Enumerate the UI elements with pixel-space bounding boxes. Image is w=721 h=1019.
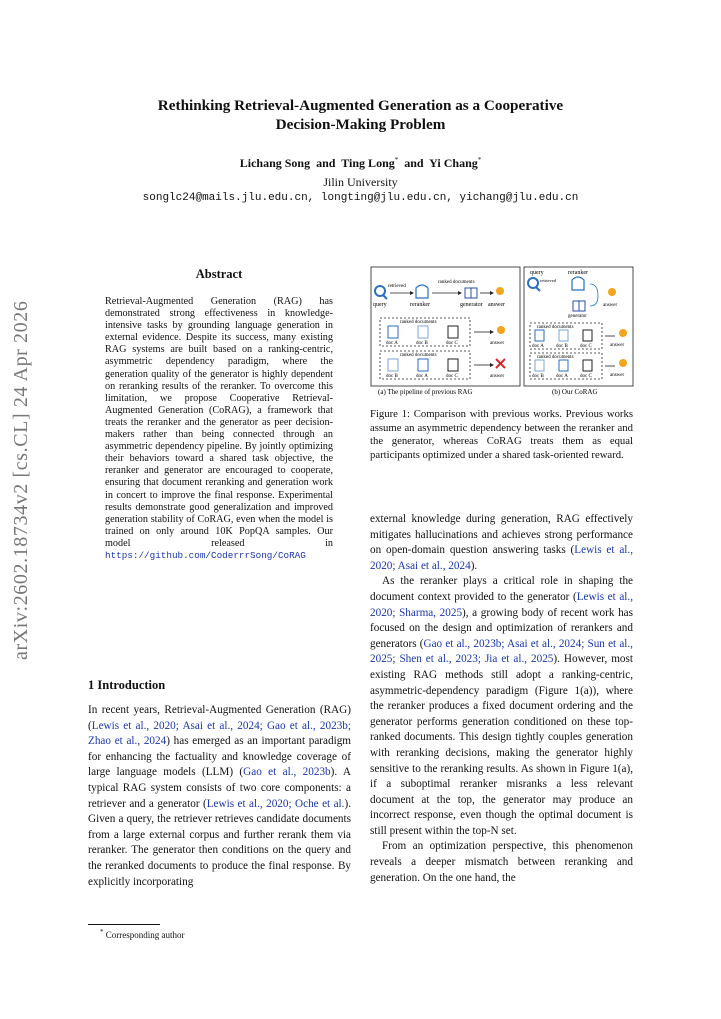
doc-b-label: doc B — [556, 344, 568, 349]
intro-paragraph — [88, 703, 351, 890]
doc-a-label: doc A — [532, 344, 544, 349]
doc-icon — [388, 326, 398, 338]
bulb-icon — [619, 329, 627, 337]
abstract-text: Retrieval-Augmented Generation (RAG) has demonstrated strong effectiveness in knowledge-intensive tasks by grounding language generation in external evidence. Despite its success, many existing RAG systems are built based on a ranking-centric, asymmetric dependency paradigm, where the generation quality of the generator is highly dependent on reranking results of the reranker. To overcome this limitation, we propose Cooperative Retrieval-Augmented Generation (CoRAG), a framework that treats the reranker and the generator as peer decision-makers rather than being connected through an asymmetric dependency pipeline. By jointly optimizing their behaviors toward a shared task objective, the reranker and generator are encouraged to cooperate, ensuring that document reranking and generation work in concert to improve the final response. Experimental results demonstrate good generalization and improved generation stability of CoRAG, even when the model is trained on only around 10K PopQA samples. Our model released in — [105, 296, 333, 549]
doc-c-label: doc C — [580, 374, 592, 379]
doc-b-label: doc B — [386, 374, 398, 379]
abstract-body — [105, 296, 333, 562]
bulb-icon — [497, 326, 505, 334]
answer-label: answer — [603, 303, 618, 308]
doc-icon — [535, 360, 544, 371]
doc-c-label: doc C — [446, 374, 458, 379]
doc-icon — [583, 360, 592, 371]
query-label: query — [373, 302, 387, 308]
and-1: and — [316, 156, 336, 170]
intro-text: ) has emerged as an important paradigm for enhancing the factuality and knowledge coverage of large language models (LLM) ( — [88, 735, 352, 779]
body-text: external knowledge during generation, RAG effectively mitigates hallucinations and achieves strong performance on open-domain question answering tasks ( — [370, 513, 633, 557]
generator-label: generator — [460, 302, 483, 308]
bulb-icon — [496, 287, 504, 295]
doc-icon — [388, 359, 398, 371]
section-heading-introduction: 1 Introduction — [88, 678, 166, 692]
figure-1-caption: Figure 1: Comparison with previous works. Previous works assume an asymmetric dependency between the reranker and the generator, whereas CoRAG treats them as equal participants optimized under a shared task-oriented reward. — [370, 408, 633, 462]
citation[interactable]: Lewis et al., 2020; Asai et al., 2024; Gao et al., 2023b; Zhao et al., 2024 — [88, 719, 351, 748]
author-emails: songlc24@mails.jlu.edu.cn, longting@jlu.edu.cn, yichang@jlu.edu.cn — [142, 192, 579, 204]
doc-a-label: doc A — [386, 341, 398, 346]
citation[interactable]: Lewis et al., 2020; Sharma, 2025 — [370, 590, 633, 619]
answer-label: answer — [610, 373, 625, 378]
reranker-icon — [572, 277, 584, 290]
doc-b-label: doc B — [532, 374, 544, 379]
ranked-docs-label: ranked documents — [400, 353, 437, 358]
footnote-text: Corresponding author — [105, 930, 185, 940]
doc-a-label: doc A — [556, 374, 568, 379]
paper-title — [0, 96, 721, 134]
intro-text: In recent years, Retrieval-Augmented Generation (RAG) ( — [88, 704, 351, 732]
right-column-text — [370, 512, 633, 886]
doc-icon — [583, 330, 592, 341]
doc-icon — [559, 360, 568, 371]
doc-b-label: doc B — [416, 341, 428, 346]
doc-icon — [535, 330, 544, 341]
intro-text: ). Given a query, the retriever retrieves candidate documents from a large external corpus and further rerank them via reranker. The generator then conditions on the query and the reranked documents to produce the final response. By explicitly incorporating — [88, 797, 351, 888]
ranked-docs-label: ranked documents — [537, 325, 574, 330]
doc-a-label: doc A — [416, 374, 428, 379]
body-text: ). — [470, 559, 478, 572]
query-label: query — [530, 270, 544, 276]
and-2: and — [404, 156, 424, 170]
intro-text: ). A typical RAG system consists of two core components: a retriever and a generator ( — [88, 766, 351, 810]
generator-label: generator — [568, 314, 587, 319]
title-line-1: Rethinking Retrieval-Augmented Generation as a Cooperative — [157, 97, 564, 114]
doc-icon — [418, 326, 428, 338]
doc-icon — [448, 326, 458, 338]
authors: Lichang Song and Ting Long* and Yi Chang* — [239, 156, 482, 170]
footnote-rule — [88, 924, 160, 925]
reranker-icon — [416, 285, 428, 298]
author-2: Ting Long — [341, 156, 395, 170]
author-1: Lichang Song — [239, 156, 311, 170]
doc-c-label: doc C — [446, 341, 458, 346]
cross-icon — [496, 359, 505, 368]
body-text: ), a growing body of recent work has focused on the design and optimization of rerankers and generators ( — [370, 606, 633, 650]
figure-1 — [370, 266, 634, 405]
panel-a-caption: (a) The pipeline of previous RAG — [378, 388, 473, 396]
doc-icon — [559, 330, 568, 341]
answer-label: answer — [490, 341, 505, 346]
citation[interactable]: Lewis et al., 2020; Oche et al. — [206, 797, 345, 810]
citation[interactable]: Lewis et al., 2020; Asai et al., 2024 — [370, 544, 633, 572]
citation[interactable]: Gao et al., 2023b — [243, 766, 331, 779]
title-line-2: Decision-Making Problem — [275, 116, 446, 133]
footnote: * Corresponding author — [100, 928, 185, 940]
answer-label: answer — [610, 343, 625, 348]
reranker-label: reranker — [568, 270, 588, 276]
doc-icon — [418, 359, 428, 371]
ranked-docs-label: ranked documents — [400, 320, 437, 325]
answer-label: answer — [490, 374, 505, 379]
panel-b-caption: (b) Our CoRAG — [552, 388, 598, 396]
doc-c-label: doc C — [580, 344, 592, 349]
abstract-heading: Abstract — [195, 267, 243, 281]
body-text: ). However, most existing RAG methods still adopt a ranking-centric, asymmetric-dependency paradigm (Figure 1(a)), where the reranker produces a fixed document ordering and the generator performs generation conditioned on these top-ranked documents. This design tightly couples generation with reranking decisions, making the generator highly sensitive to the reranking results. As shown in Figure 1(a), if a suboptimal reranker misranks a less relevant document at the top, the generator may produce an incorrect response, even though the optimal document is still present within the top-N set. — [370, 653, 633, 837]
bulb-icon — [619, 359, 627, 367]
retrieved-label: retrieved — [388, 284, 406, 289]
affiliation: Jilin University — [323, 175, 398, 189]
doc-icon — [448, 359, 458, 371]
retrieved-label: retrieved — [540, 278, 556, 283]
author-3: Yi Chang — [429, 156, 478, 170]
ranked-docs-label-top: ranked documents — [438, 280, 475, 285]
body-text: As the reranker plays a critical role in shaping the document context provided to the generator ( — [370, 575, 633, 603]
body-text: From an optimization perspective, this phenomenon reveals a deeper mismatch between reranking and generation. On the one hand, the — [370, 840, 633, 884]
citation[interactable]: Gao et al., 2023b; Asai et al., 2024; Sun et al., 2025; Shen et al., 2023; Jia et al., 2025 — [370, 637, 633, 666]
repo-link[interactable]: https://github.com/CoderrrSong/CoRAG — [105, 549, 306, 561]
reranker-label: reranker — [410, 302, 430, 308]
answer-label: answer — [488, 302, 505, 308]
ranked-docs-label: ranked documents — [537, 355, 574, 360]
bulb-icon — [608, 288, 616, 296]
arxiv-identifier: arXiv:2602.18734v2 [cs.CL] 24 Apr 2026 — [10, 300, 32, 660]
